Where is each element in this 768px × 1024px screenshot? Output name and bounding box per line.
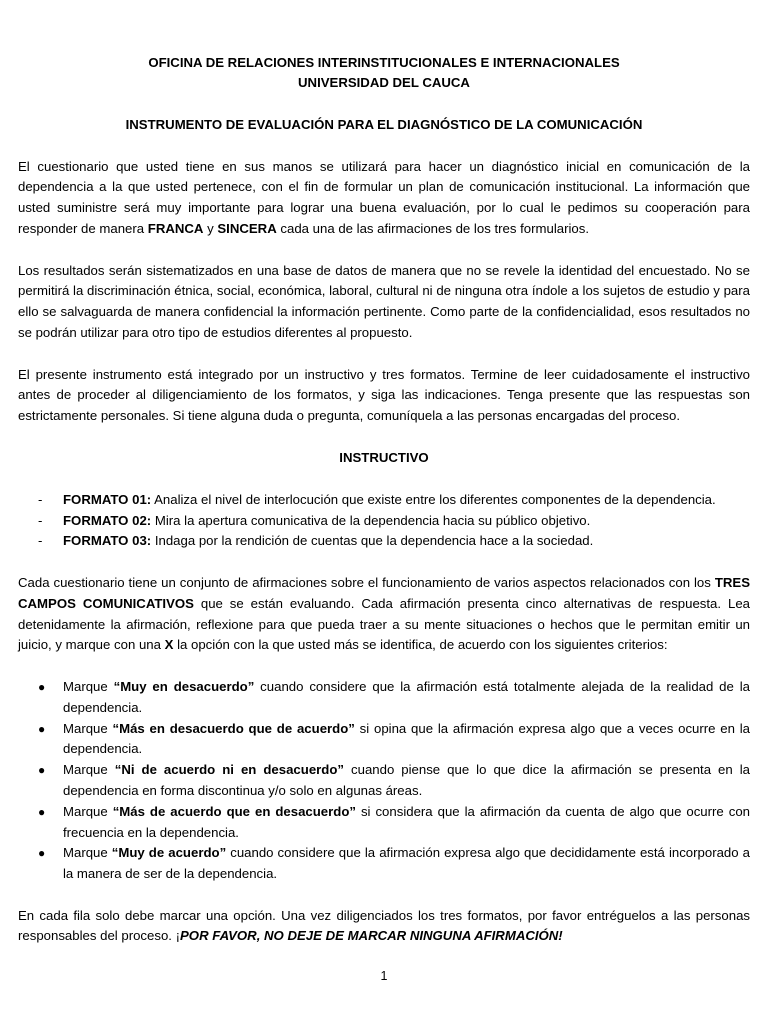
criteria-label: “Ni de acuerdo ni en desacuerdo” xyxy=(114,762,344,778)
dash-mark: - xyxy=(38,491,43,507)
criteria-item xyxy=(18,843,750,885)
criteria-item xyxy=(18,760,750,802)
closing-paragraph xyxy=(18,906,750,948)
format-text: Indaga por la rendición de cuentas que la dependencia hace a la sociedad. xyxy=(151,533,594,549)
criteria-label: “Muy en desacuerdo” xyxy=(113,678,255,694)
format-item xyxy=(18,511,750,532)
results-paragraph: Los resultados serán sistematizados en una base de datos de manera que no se revele la identidad del encuestado. No se permitirá la discriminación étnica, social, económica, laboral, cultural ni de ninguna otra índole a los sujetos de estudio y para ello se salvaguarda de manera confidencial la información pertinente. Como parte de la confidencialidad, esos resultados no se podrán utilizar para otro tipo de estudios diferentes al propuesto. xyxy=(18,262,750,340)
page-number: 1 xyxy=(380,969,388,983)
format-text: Mira la apertura comunicativa de la dependencia hacia su público objetivo. xyxy=(151,512,591,528)
criteria-text: cuando considere que la afirmación expresa algo que decididamente está incorporado a la manera de ser de la dependencia. xyxy=(63,845,750,882)
intro-bold-franca: FRANCA xyxy=(147,220,204,236)
criteria-pre: Marque xyxy=(63,762,115,778)
format-label: FORMATO 03: xyxy=(63,533,152,549)
questionnaire-text: Cada cuestionario tiene un conjunto de afirmaciones sobre el funcionamiento de varios aspectos relacionados con los xyxy=(18,574,715,590)
criteria-text: si opina que la afirmación expresa algo que a veces ocurre en la dependencia. xyxy=(63,720,750,757)
format-label: FORMATO 01: xyxy=(63,491,152,507)
questionnaire-bold-campos: TRES CAMPOS COMUNICATIVOS xyxy=(18,574,750,611)
intro-text: El cuestionario que usted tiene en sus manos se utilizará para hacer un diagnóstico inicial en comunicación de la dependencia a la que usted pertenece, con el fin de formular un plan de comunicación institucional. La información que usted suministre será muy importante para lograr una buena evaluación, por lo cual le pedimos su cooperación para responder de manera xyxy=(18,158,750,236)
dash-mark: - xyxy=(38,533,43,549)
bullet-icon: ● xyxy=(38,721,46,736)
criteria-pre: Marque xyxy=(63,720,113,736)
criteria-label: “Más en desacuerdo que de acuerdo” xyxy=(112,720,355,736)
criteria-list xyxy=(18,677,750,885)
intro-text-end: cada una de las afirmaciones de los tres formularios. xyxy=(276,220,589,236)
bullet-icon: ● xyxy=(38,679,46,694)
university-name: UNIVERSIDAD DEL CAUCA xyxy=(298,75,470,90)
criteria-item xyxy=(18,802,750,844)
office-name: OFICINA DE RELACIONES INTERINSTITUCIONALES E INTERNACIONALES xyxy=(148,55,620,70)
bullet-icon: ● xyxy=(38,804,46,819)
criteria-text: si considera que la afirmación da cuenta de algo que ocurre con frecuencia en la dependencia. xyxy=(63,803,751,840)
intro-text-and: y xyxy=(203,220,218,236)
format-text: Analiza el nivel de interlocución que existe entre los diferentes componentes de la dependencia. xyxy=(151,491,716,507)
closing-text: En cada fila solo debe marcar una opción. Una vez diligenciados los tres formatos, por favor entréguelos a las personas responsables del proceso. ¡ xyxy=(18,907,750,944)
criteria-pre: Marque xyxy=(63,803,113,819)
instrument-paragraph: El presente instrumento está integrado por un instructivo y tres formatos. Termine de leer cuidadosamente el instructivo antes de proceder al diligenciamiento de los formatos, y siga las indicaciones. Tenga presente que las respuestas son estrictamente personales. Si tiene alguna duda o pregunta, comuníquela a las personas encargadas del proceso. xyxy=(18,366,750,424)
dash-mark: - xyxy=(38,512,43,528)
closing-emphasis: POR FAVOR, NO DEJE DE MARCAR NINGUNA AFIRMACIÓN! xyxy=(180,928,563,944)
questionnaire-paragraph xyxy=(18,573,750,656)
intro-paragraph xyxy=(18,157,750,240)
format-item xyxy=(18,490,750,511)
questionnaire-bold-x: X xyxy=(164,637,174,653)
bullet-icon: ● xyxy=(38,846,46,861)
format-list xyxy=(18,490,750,552)
criteria-label: “Muy de acuerdo” xyxy=(111,845,227,861)
criteria-label: “Más de acuerdo que en desacuerdo” xyxy=(112,803,356,819)
instructivo-heading: INSTRUCTIVO xyxy=(339,449,429,465)
bullet-icon: ● xyxy=(38,763,46,778)
document-header xyxy=(18,53,750,93)
intro-bold-sincera: SINCERA xyxy=(217,220,277,236)
format-label: FORMATO 02: xyxy=(63,512,152,528)
criteria-text: cuando piense que lo que dice la afirmación se presenta en la dependencia en forma discontinua y/o solo en algunas áreas. xyxy=(63,762,750,798)
criteria-text: cuando considere que la afirmación está totalmente alejada de la realidad de la dependencia. xyxy=(63,678,750,715)
criteria-pre: Marque xyxy=(63,845,112,861)
questionnaire-text-end: la opción con la que usted más se identifica, de acuerdo con los siguientes criterios: xyxy=(173,637,668,653)
document-title: INSTRUMENTO DE EVALUACIÓN PARA EL DIAGNÓSTICO DE LA COMUNICACIÓN xyxy=(125,117,643,132)
criteria-item xyxy=(18,719,750,761)
criteria-item xyxy=(18,677,750,719)
format-item xyxy=(18,531,750,552)
questionnaire-text-mid: que se están evaluando. Cada afirmación presenta cinco alternativas de respuesta. Lea detenidamente la afirmación, reflexione para que pueda traer a su mente situaciones o hechos que le permitan emitir un juicio, y marque con una xyxy=(18,595,750,653)
criteria-pre: Marque xyxy=(63,678,114,694)
